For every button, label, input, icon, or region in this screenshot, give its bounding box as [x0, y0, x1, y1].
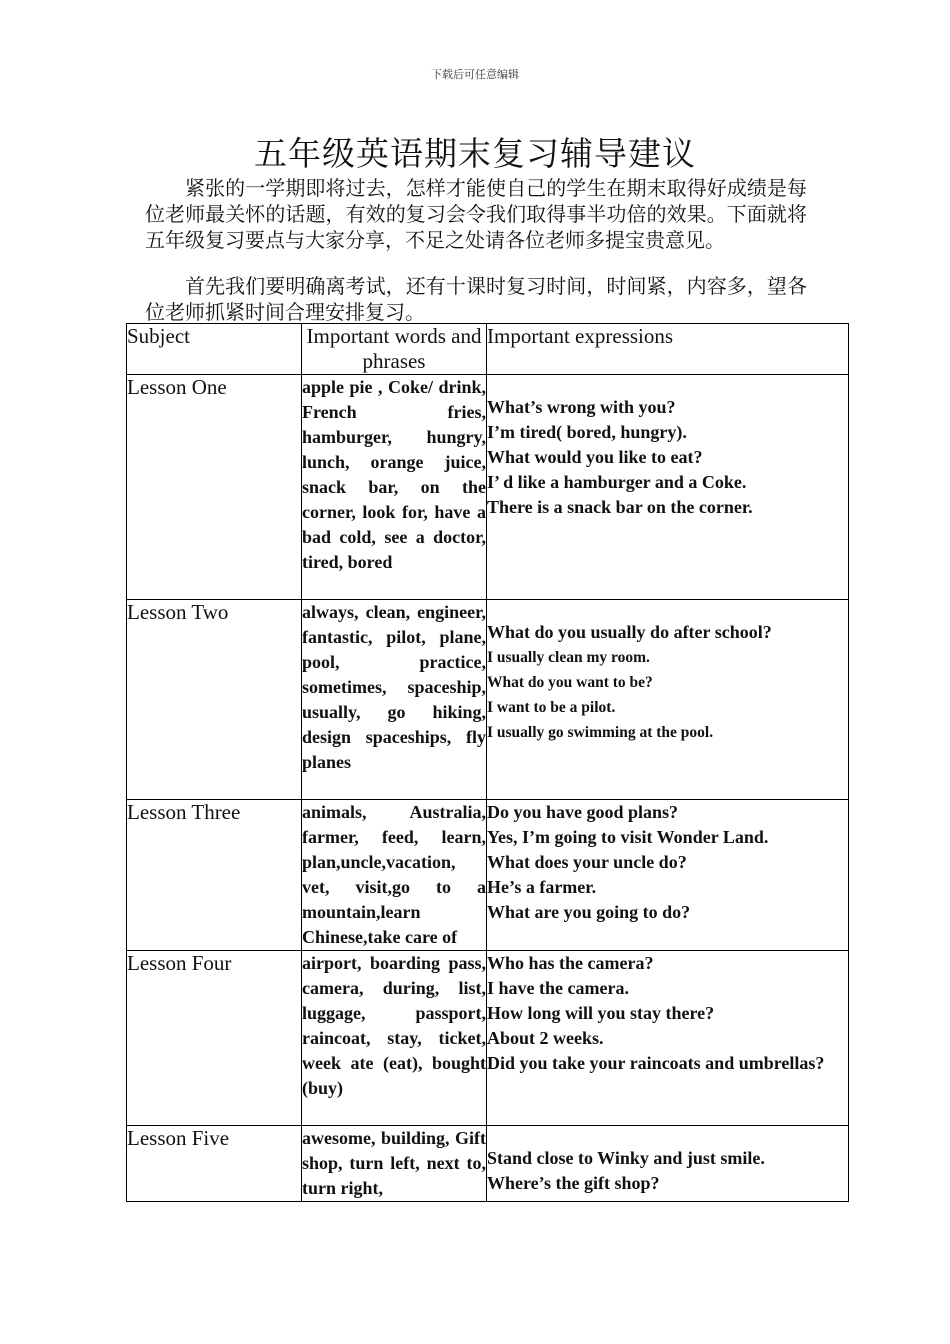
table-row [127, 951, 849, 1126]
intro-paragraph: 紧张的一学期即将过去，怎样才能使自己的学生在期末取得好成绩是每位老师最关怀的话题，有效的复习会令我们取得事半功倍的效果。下面就将五年级复习要点与大家分享，不足之处请各位老师多提宝贵意见。 [145, 176, 807, 252]
expressions-cell [487, 951, 849, 1126]
words-cell: always, clean, engineer, fantastic, pilot, plane, pool, practice, sometimes, spaceship, usually, go hiking, design spaceships, fly planes [302, 600, 487, 800]
table-row [127, 600, 849, 800]
expressions-cell [487, 375, 849, 600]
review-table [126, 323, 849, 1202]
expressions-cell [487, 600, 849, 800]
expressions-cell [487, 1126, 849, 1202]
expression-line: About 2 weeks. [487, 1028, 604, 1048]
header-note: 下载后可任意编辑 [431, 68, 519, 81]
table-header-row [127, 324, 849, 375]
expression-line: Did you take your raincoats and umbrellas? [487, 1053, 825, 1073]
expression-line: What does your uncle do? [487, 852, 687, 872]
header-words: Important words and phrases [302, 324, 487, 375]
lesson-cell: Lesson Two [127, 600, 302, 800]
words-cell: awesome, building, Gift shop, turn left, next to, turn right, [302, 1126, 487, 1202]
table-row [127, 800, 849, 951]
words-cell: apple pie , Coke/ drink, French fries, hamburger, hungry, lunch, orange juice, snack bar, on the corner, look for, have a bad cold, see a doctor, tired, bored [302, 375, 487, 600]
expression-line: I’m tired( bored, hungry). [487, 422, 687, 442]
expression-line: What’s wrong with you? [487, 397, 676, 417]
expression-line: What do you usually do after school? [487, 622, 772, 642]
expression-line: Where’s the gift shop? [487, 1173, 660, 1193]
expression-line: What are you going to do? [487, 902, 691, 922]
header-expressions: Important expressions [487, 324, 849, 375]
words-cell: animals, Australia, farmer, feed, learn, plan,uncle,vacation, vet, visit,go to a mountain,learn Chinese,take care of [302, 800, 487, 951]
expression-line: What would you like to eat? [487, 447, 703, 467]
words-cell: airport, boarding pass, camera, during, list, luggage, passport, raincoat, stay, ticket, week ate (eat), bought (buy) [302, 951, 487, 1126]
expressions-cell [487, 800, 849, 951]
expression-line: I’ d like a hamburger and a Coke. [487, 472, 747, 492]
expression-line: Yes, I’m going to visit Wonder Land. [487, 827, 769, 847]
expression-line: Stand close to Winky and just smile. [487, 1148, 765, 1168]
expression-line: I want to be a pilot. [487, 699, 616, 716]
expression-line: Do you have good plans? [487, 802, 679, 822]
expression-line: How long will you stay there? [487, 1003, 715, 1023]
expression-line: Who has the camera? [487, 953, 654, 973]
header-subject: Subject [127, 324, 302, 375]
lesson-cell: Lesson Three [127, 800, 302, 951]
table-row [127, 1126, 849, 1202]
page-title: 五年级英语期末复习辅导建议 [254, 134, 696, 173]
lesson-cell: Lesson One [127, 375, 302, 600]
schedule-paragraph: 首先我们要明确离考试，还有十课时复习时间，时间紧，内容多，望各位老师抓紧时间合理安排复习。 [145, 274, 807, 324]
lesson-cell: Lesson Five [127, 1126, 302, 1202]
expression-line: There is a snack bar on the corner. [487, 497, 753, 517]
table-row [127, 375, 849, 600]
expression-line: I usually clean my room. [487, 649, 650, 666]
expression-line: I have the camera. [487, 978, 629, 998]
expression-line: What do you want to be? [487, 674, 653, 691]
expression-line: I usually go swimming at the pool. [487, 724, 714, 741]
lesson-cell: Lesson Four [127, 951, 302, 1126]
expression-line: He’s a farmer. [487, 877, 597, 897]
